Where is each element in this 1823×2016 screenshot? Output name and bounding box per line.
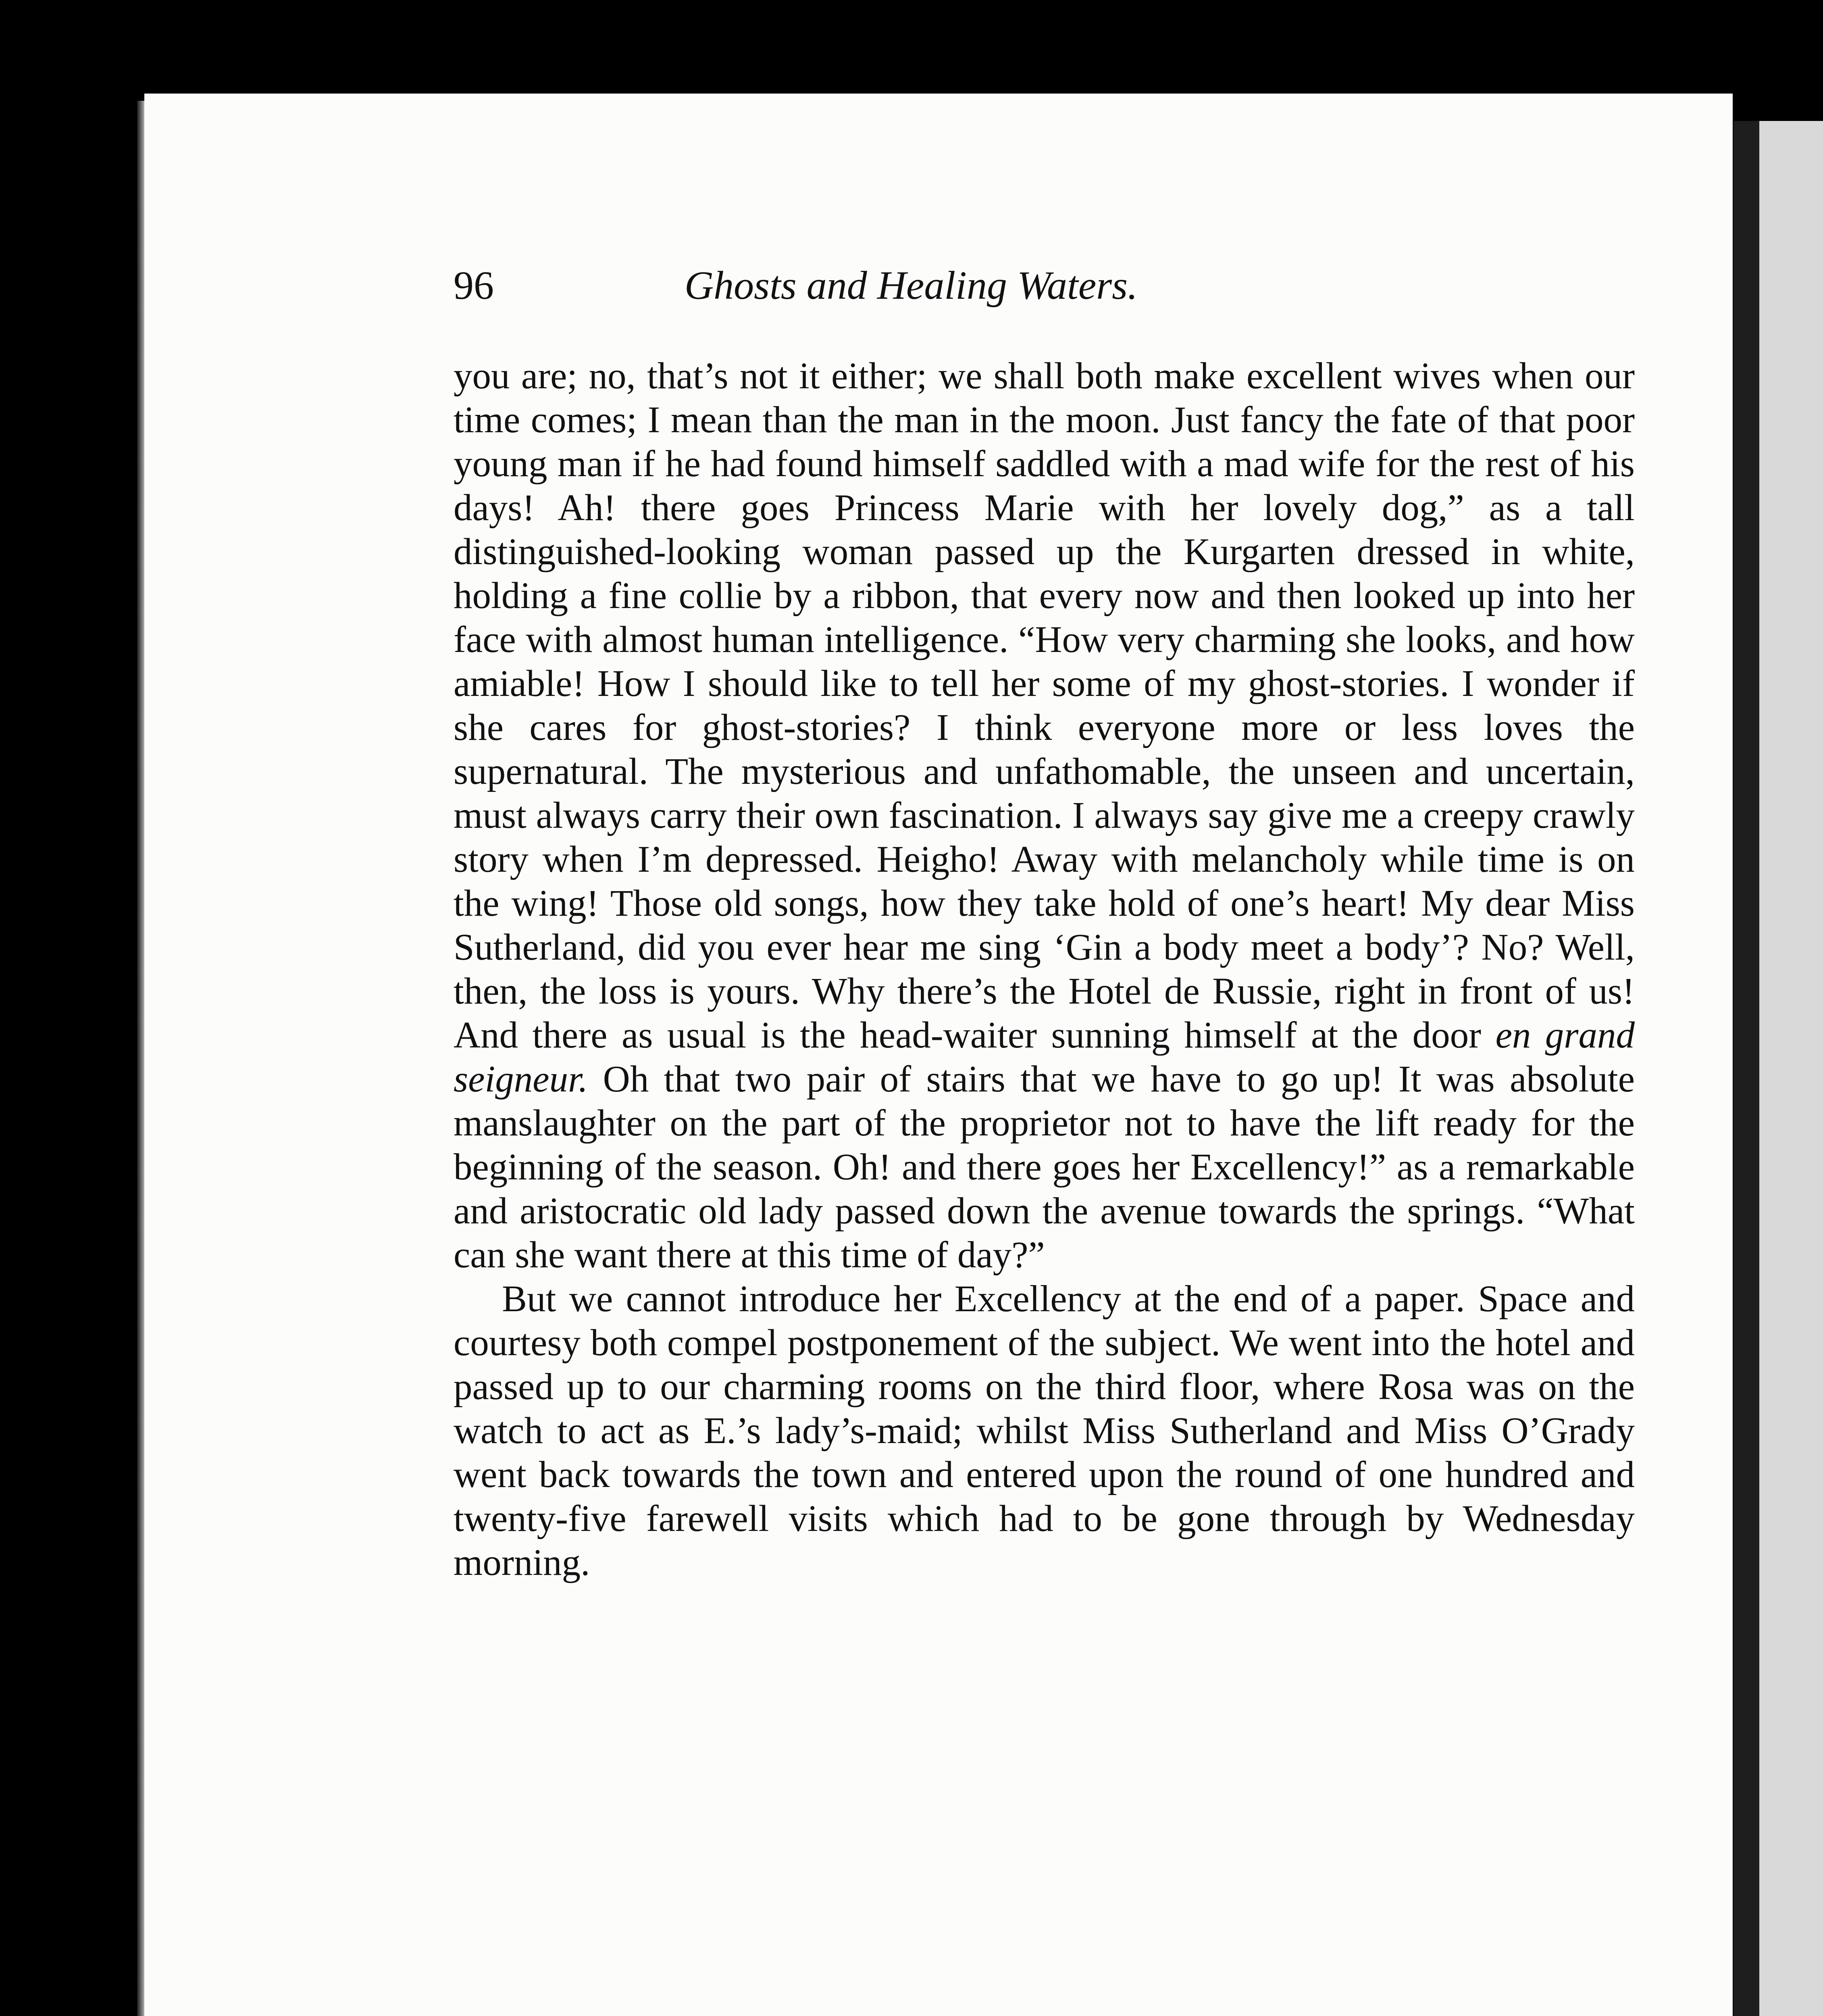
paragraph-1-italic: en grand seigneur. (454, 1014, 1635, 1100)
page-number: 96 (454, 263, 494, 308)
running-title: Ghosts and Healing Waters. (684, 263, 1138, 308)
paragraph-2: But we cannot introduce her Excellency at the end of a paper. Space and courtesy both compel postponement of the subject. We went into the hotel and passed up to our charming rooms on the third floor, where Rosa was on the watch to act as E.’s lady’s-maid; whilst Miss Sutherland and Miss O’Grady went back towards the town and entered upon the round of one hundred and twenty-five farewell visits which had to be gone through by Wednesday morning. (454, 1278, 1635, 1583)
page-body (454, 354, 1635, 1585)
paragraph-1-text-b: Oh that two pair of stairs that we have to go up! It was absolute manslaughter on the part of the proprietor not to have the lift ready for the beginning of the season. Oh! and there goes her Excellency!” as a remarkable and aristocratic old lady passed down the avenue towards the springs. “What can she want there at this time of day?” (454, 1058, 1635, 1276)
paragraph-1 (454, 354, 1635, 1277)
facing-page-edge (1734, 121, 1823, 2016)
book-gutter (1734, 121, 1759, 2016)
paragraph-1-text-a: you are; no, that’s not it either; we shall both make excellent wives when our time comes; I mean than the man in the moon. Just fancy the fate of that poor young man if he had found himself saddled with a mad wife for the rest of his days! Ah! there goes Princess Marie with her lovely dog,” as a tall distinguished-looking woman passed up the Kurgarten dressed in white, holding a fine collie by a ribbon, that every now and then looked up into her face with almost human intelligence. “How very charming she looks, and how amiable! How I should like to tell her some of my ghost-stories. I wonder if she cares for ghost-stories? I think everyone more or less loves the supernatural. The mysterious and unfathomable, the unseen and uncertain, must always carry their own fascination. I always say give me a creepy crawly story when I’m depressed. Heigho! Away with melancholy while time is on the wing! Those old songs, how they take hold of one’s heart! My dear Miss Sutherland, did you ever hear me sing ‘Gin a body meet a body’? No? Well, then, the loss is yours. Why there’s the Hotel de Russie, right in front of us! And there as usual is the head-waiter sunning himself at the door (454, 355, 1635, 1056)
page-header (454, 262, 1369, 319)
